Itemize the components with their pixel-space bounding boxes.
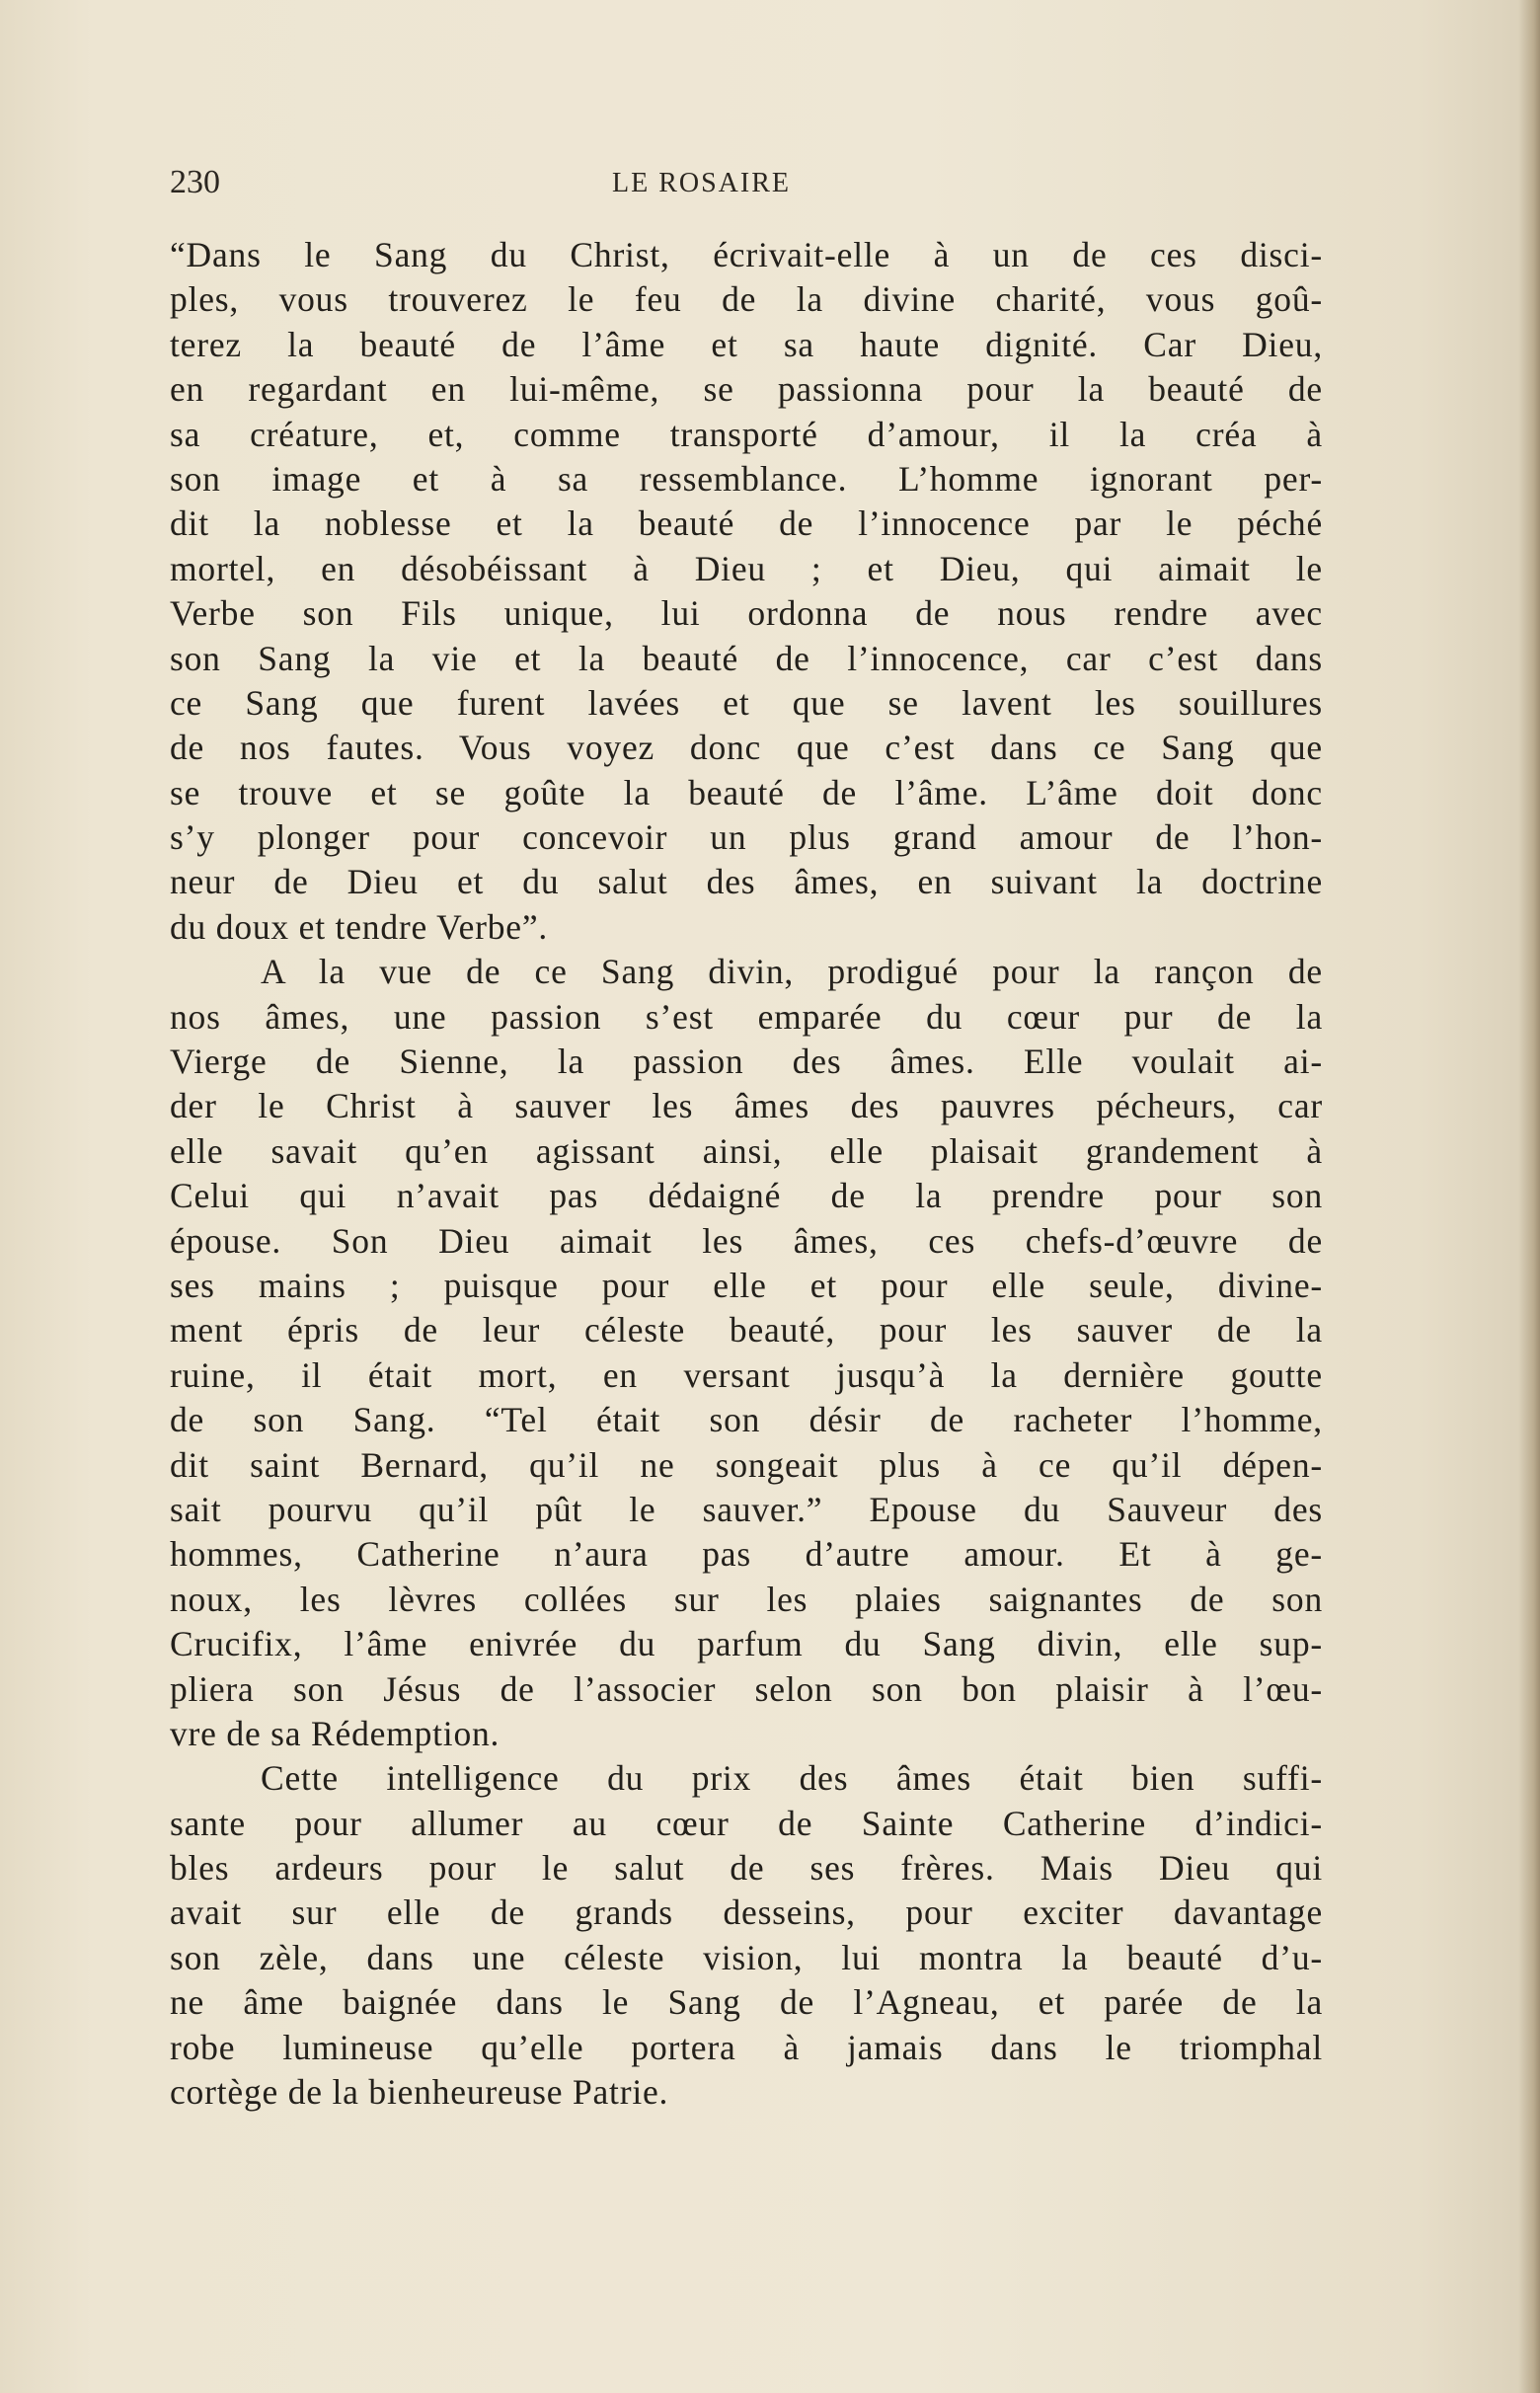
text-line: nos âmes, une passion s’est emparée du cœur pur de la bbox=[170, 996, 1323, 1037]
text-line: de nos fautes. Vous voyez donc que c’est dans ce Sang que bbox=[170, 728, 1323, 768]
paragraph bbox=[170, 233, 1323, 950]
text-line: pliera son Jésus de l’associer selon son bon plaisir à l’œu- bbox=[170, 1668, 1323, 1709]
text-line: Verbe son Fils unique, lui ordonna de nous rendre avec bbox=[170, 593, 1323, 634]
text-line: Celui qui n’avait pas dédaigné de la prendre pour son bbox=[170, 1176, 1323, 1216]
text-line: vre de sa Rédemption. bbox=[170, 1713, 500, 1753]
text-line: s’y plonger pour concevoir un plus grand amour de l’hon- bbox=[170, 817, 1323, 858]
text-line: ruine, il était mort, en versant jusqu’à la dernière goutte bbox=[170, 1354, 1323, 1395]
text-line: elle savait qu’en agissant ainsi, elle plaisait grandement à bbox=[170, 1130, 1323, 1171]
text-line: ples, vous trouverez le feu de la divine charité, vous goû- bbox=[170, 279, 1323, 320]
text-line: sa créature, et, comme transporté d’amour, il la créa à bbox=[170, 414, 1323, 454]
text-line: sait pourvu qu’il pût le sauver.” Epouse du Sauveur des bbox=[170, 1489, 1323, 1529]
text-line: ne âme baignée dans le Sang de l’Agneau, et parée de la bbox=[170, 1982, 1323, 2023]
paragraph bbox=[170, 950, 1323, 1756]
text-line: avait sur elle de grands desseins, pour exciter davantage bbox=[170, 1892, 1323, 1933]
text-line: bles ardeurs pour le salut de ses frères. Mais Dieu qui bbox=[170, 1848, 1323, 1889]
text-line: robe lumineuse qu’elle portera à jamais dans le triomphal bbox=[170, 2027, 1323, 2067]
page-header bbox=[170, 163, 1335, 202]
body-text bbox=[170, 233, 1323, 2115]
text-line: Crucifix, l’âme enivrée du parfum du Sang divin, elle sup- bbox=[170, 1624, 1323, 1664]
running-head: LE ROSAIRE bbox=[612, 168, 791, 198]
text-line: son zèle, dans une céleste vision, lui montra la beauté d’u- bbox=[170, 1937, 1323, 1977]
text-line: Cette intelligence du prix des âmes était bien suffi- bbox=[261, 1758, 1323, 1799]
text-line: Vierge de Sienne, la passion des âmes. Elle voulait ai- bbox=[170, 1042, 1323, 1082]
text-line: du doux et tendre Verbe”. bbox=[170, 906, 549, 947]
text-line: neur de Dieu et du salut des âmes, en suivant la doctrine bbox=[170, 862, 1323, 902]
text-line: dit saint Bernard, qu’il ne songeait plus à ce qu’il dépen- bbox=[170, 1444, 1323, 1485]
page-number: 230 bbox=[170, 164, 220, 200]
text-line: mortel, en désobéissant à Dieu ; et Dieu, qui aimait le bbox=[170, 548, 1323, 588]
text-line: son image et à sa ressemblance. L’homme ignorant per- bbox=[170, 458, 1323, 499]
text-line: ses mains ; puisque pour elle et pour elle seule, divine- bbox=[170, 1265, 1323, 1305]
text-line: “Dans le Sang du Christ, écrivait-elle à un de ces disci- bbox=[170, 235, 1323, 274]
page-edge-shadow bbox=[1518, 0, 1540, 2393]
text-line: hommes, Catherine n’aura pas d’autre amour. Et à ge- bbox=[170, 1534, 1323, 1575]
text-line: noux, les lèvres collées sur les plaies saignantes de son bbox=[170, 1579, 1323, 1619]
text-line: en regardant en lui-même, se passionna pour la beauté de bbox=[170, 369, 1323, 410]
text-line: terez la beauté de l’âme et sa haute dignité. Car Dieu, bbox=[170, 324, 1323, 364]
text-line: son Sang la vie et la beauté de l’innocence, car c’est dans bbox=[170, 638, 1323, 678]
text-line: dit la noblesse et la beauté de l’innocence par le péché bbox=[170, 503, 1323, 544]
text-line: A la vue de ce Sang divin, prodigué pour la rançon de bbox=[261, 952, 1323, 992]
text-line: sante pour allumer au cœur de Sainte Catherine d’indici- bbox=[170, 1803, 1323, 1843]
text-line: épouse. Son Dieu aimait les âmes, ces chefs-d’œuvre de bbox=[170, 1220, 1323, 1261]
text-line: ce Sang que furent lavées et que se lavent les souillures bbox=[170, 682, 1323, 723]
text-line: se trouve et se goûte la beauté de l’âme. L’âme doit donc bbox=[170, 772, 1323, 812]
text-line: cortège de la bienheureuse Patrie. bbox=[170, 2072, 669, 2113]
text-line: der le Christ à sauver les âmes des pauvres pécheurs, car bbox=[170, 1086, 1323, 1126]
text-line: ment épris de leur céleste beauté, pour les sauver de la bbox=[170, 1310, 1323, 1351]
paragraph bbox=[170, 1756, 1323, 2115]
text-line: de son Sang. “Tel était son désir de racheter l’homme, bbox=[170, 1400, 1323, 1440]
